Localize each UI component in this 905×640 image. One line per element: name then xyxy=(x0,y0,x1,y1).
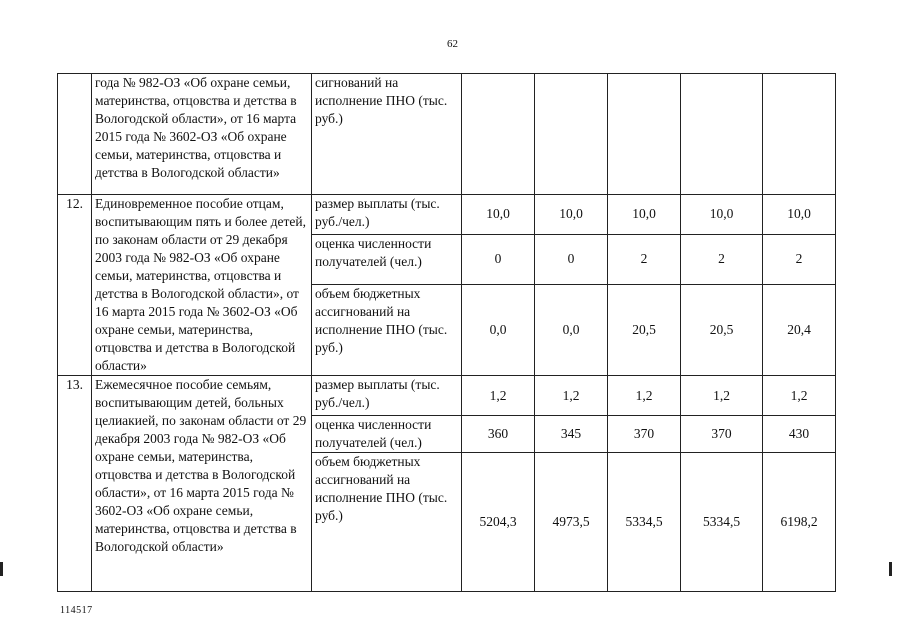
table-row xyxy=(58,376,836,416)
table-row xyxy=(58,195,836,235)
value-cell: 0 xyxy=(535,234,608,284)
value-cell: 10,0 xyxy=(763,195,836,235)
indicator-label: сигнований на исполнение ПНО (тыс. руб.) xyxy=(312,74,462,195)
value-cell: 4973,5 xyxy=(535,453,608,592)
value-cell: 430 xyxy=(763,416,836,453)
value-cell: 370 xyxy=(608,416,681,453)
benefit-description: Единовременное пособие отцам, воспитывающим пять и более детей, по законам области от 29 декабря 2003 года № 982-ОЗ «Об охране семьи, материнства, отцовства и детства в Вологодской области», от 16 марта 2015 года № 3602-ОЗ «Об охране семьи, материнства, отцовства и детства в Вологодской области» xyxy=(92,195,312,376)
value-cell xyxy=(608,74,681,195)
value-cell: 2 xyxy=(763,234,836,284)
value-cell xyxy=(535,74,608,195)
table-row xyxy=(58,74,836,195)
value-cell xyxy=(681,74,763,195)
value-cell: 5334,5 xyxy=(608,453,681,592)
value-cell: 360 xyxy=(462,416,535,453)
value-cell: 10,0 xyxy=(608,195,681,235)
value-cell: 2 xyxy=(608,234,681,284)
value-cell: 0,0 xyxy=(462,284,535,375)
value-cell: 1,2 xyxy=(535,376,608,416)
indicator-label: размер выплаты (тыс. руб./чел.) xyxy=(312,195,462,235)
value-cell: 6198,2 xyxy=(763,453,836,592)
value-cell: 0 xyxy=(462,234,535,284)
value-cell: 10,0 xyxy=(462,195,535,235)
value-cell: 1,2 xyxy=(681,376,763,416)
benefit-description: года № 982-ОЗ «Об охране семьи, материнства, отцовства и детства в Вологодской области», от 16 марта 2015 года № 3602-ОЗ «Об охране семьи, материнства, отцовства и детства в Вологодской области» xyxy=(92,74,312,195)
row-number: 13. xyxy=(58,376,92,592)
value-cell xyxy=(462,74,535,195)
value-cell: 20,5 xyxy=(681,284,763,375)
value-cell: 10,0 xyxy=(535,195,608,235)
value-cell: 5204,3 xyxy=(462,453,535,592)
indicator-label: объем бюджетных ассигнований на исполнение ПНО (тыс. руб.) xyxy=(312,284,462,375)
benefit-description: Ежемесячное пособие семьям, воспитывающим детей, больных целиакией, по законам области от 29 декабря 2003 года № 982-ОЗ «Об охране семьи, материнства, отцовства и детства в Вологодской области», от 16 марта 2015 года № 3602-ОЗ «Об охране семьи, материнства, отцовства и детства в Вологодской области» xyxy=(92,376,312,592)
budget-table xyxy=(57,73,836,592)
indicator-label: объем бюджетных ассигнований на исполнение ПНО (тыс. руб.) xyxy=(312,453,462,592)
value-cell xyxy=(763,74,836,195)
scan-edge-mark xyxy=(889,562,892,576)
value-cell: 2 xyxy=(681,234,763,284)
page-number: 62 xyxy=(447,38,458,50)
scan-edge-mark xyxy=(0,562,3,576)
indicator-label: размер выплаты (тыс. руб./чел.) xyxy=(312,376,462,416)
row-number xyxy=(58,74,92,195)
row-number: 12. xyxy=(58,195,92,376)
value-cell: 370 xyxy=(681,416,763,453)
value-cell: 5334,5 xyxy=(681,453,763,592)
value-cell: 1,2 xyxy=(763,376,836,416)
value-cell: 20,5 xyxy=(608,284,681,375)
value-cell: 20,4 xyxy=(763,284,836,375)
value-cell: 1,2 xyxy=(462,376,535,416)
indicator-label: оценка численности получателей (чел.) xyxy=(312,234,462,284)
indicator-label: оценка численности получателей (чел.) xyxy=(312,416,462,453)
value-cell: 1,2 xyxy=(608,376,681,416)
value-cell: 10,0 xyxy=(681,195,763,235)
document-code: 114517 xyxy=(60,605,93,616)
value-cell: 345 xyxy=(535,416,608,453)
value-cell: 0,0 xyxy=(535,284,608,375)
